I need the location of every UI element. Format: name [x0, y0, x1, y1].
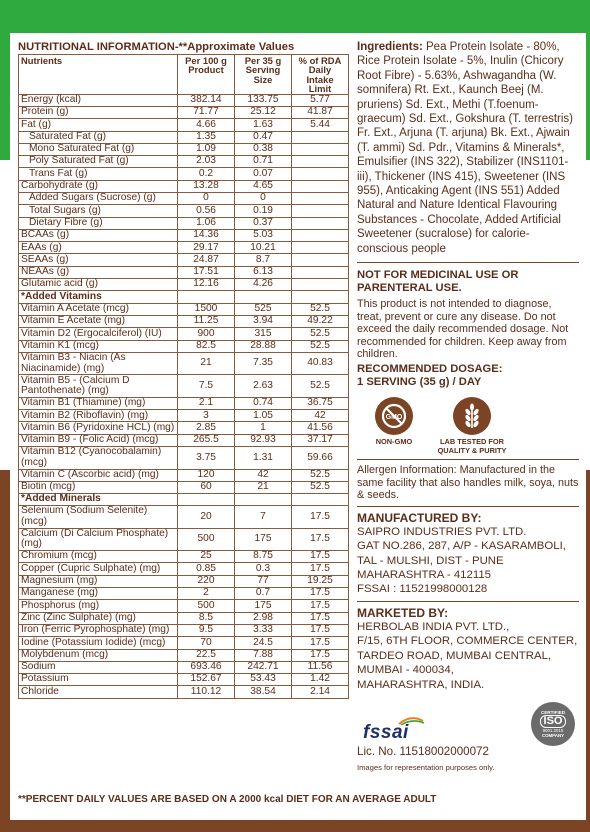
value-rda: 17.5 — [292, 563, 349, 575]
divider — [357, 601, 579, 602]
value-rda: 17.5 — [292, 637, 349, 649]
table-row — [19, 303, 349, 315]
address-line: TAL - MULSHI, DIST - PUNE — [357, 554, 504, 567]
table-row — [19, 528, 349, 551]
iso-certified-logo — [531, 702, 575, 746]
value-per-serving: 242.71 — [235, 661, 292, 673]
table-row — [19, 229, 349, 241]
fssai-swoosh-icon — [397, 717, 425, 725]
nutrient-name: Vitamin B6 (Pyridoxine HCL) (mg) — [19, 422, 178, 434]
value-rda — [292, 229, 349, 241]
value-per-100g: 8.5 — [178, 612, 235, 624]
value-per-100g: 693.46 — [178, 661, 235, 673]
table-row — [19, 131, 349, 143]
value-per-100g: 265.5 — [178, 434, 235, 446]
value-per-100g: 0.2 — [178, 168, 235, 180]
value-rda: 59.66 — [292, 447, 349, 470]
nutrient-name: Magnesium (mg) — [19, 575, 178, 587]
value-per-100g: 24.87 — [178, 254, 235, 266]
value-per-serving: 5.03 — [235, 229, 292, 241]
nutrient-name: Chromium (mcg) — [19, 551, 178, 563]
value-per-serving: 0.7 — [235, 588, 292, 600]
table-row — [19, 180, 349, 192]
address-line: SAIPRO INDUSTRIES PVT. LTD. — [357, 525, 527, 538]
value-per-serving: 0.37 — [235, 217, 292, 229]
divider — [357, 506, 579, 507]
table-row — [19, 217, 349, 229]
daily-values-footnote: **PERCENT DAILY VALUES ARE BASED ON A 2000 kcal DIET FOR AN AVERAGE ADULT — [18, 794, 437, 805]
value-rda — [292, 217, 349, 229]
divider — [357, 262, 579, 263]
value-rda — [292, 266, 349, 278]
value-rda — [292, 242, 349, 254]
value-per-100g: 1.06 — [178, 217, 235, 229]
address-line: FSSAI : 11521998000128 — [357, 583, 488, 596]
nutrient-name: Poly Saturated Fat (g) — [19, 156, 178, 168]
value-per-serving: 2.98 — [235, 612, 292, 624]
value-per-100g: 382.14 — [178, 94, 235, 106]
manufacturer-title: MANUFACTURED BY: — [357, 510, 482, 525]
fssai-logo — [363, 722, 409, 744]
nutrient-name: NEAAs (g) — [19, 266, 178, 278]
table-row — [19, 661, 349, 673]
address-line: MAHARASHTRA - 412115 — [357, 569, 491, 582]
value-rda: 41.87 — [292, 106, 349, 118]
header-rda: % of RDA Daily Intake Limit — [292, 55, 349, 95]
table-row — [19, 328, 349, 340]
value-per-100g: 13.28 — [178, 180, 235, 192]
value-per-100g — [178, 291, 235, 303]
value-per-serving: 77 — [235, 575, 292, 587]
table-row — [19, 94, 349, 106]
table-row — [19, 193, 349, 205]
nutrient-name: Glutamic acid (g) — [19, 279, 178, 291]
nutrient-name: Carbohydrate (g) — [19, 180, 178, 192]
table-row — [19, 649, 349, 661]
value-per-100g: 0.85 — [178, 563, 235, 575]
table-row — [19, 143, 349, 155]
value-rda — [292, 168, 349, 180]
value-per-100g — [178, 494, 235, 506]
value-per-100g: 2.03 — [178, 156, 235, 168]
representation-note: Images for representation purposes only. — [357, 762, 495, 772]
value-rda: 52.5 — [292, 375, 349, 398]
info-column — [357, 40, 579, 772]
license-number: Lic. No. 11518002000072 — [357, 744, 489, 758]
table-row — [19, 469, 349, 481]
value-per-100g: 21 — [178, 352, 235, 375]
value-per-serving: 3.33 — [235, 624, 292, 636]
certification-logos — [357, 702, 579, 744]
nutrition-section — [18, 40, 348, 699]
value-per-serving: 53.43 — [235, 674, 292, 686]
table-row — [19, 481, 349, 493]
value-rda: 52.5 — [292, 340, 349, 352]
value-per-serving: 10.21 — [235, 242, 292, 254]
non-gmo-icon — [375, 397, 413, 435]
nutrient-name: Potassium — [19, 674, 178, 686]
value-per-serving: 0.71 — [235, 156, 292, 168]
value-rda: 52.5 — [292, 303, 349, 315]
value-per-serving: 0.74 — [235, 397, 292, 409]
nutrient-name: Dietary Fibre (g) — [19, 217, 178, 229]
value-per-100g: 70 — [178, 637, 235, 649]
value-per-serving: 7 — [235, 506, 292, 528]
value-per-serving: 28.88 — [235, 340, 292, 352]
nutrient-name: Vitamin K1 (mcg) — [19, 340, 178, 352]
table-row — [19, 315, 349, 327]
dosage-value: 1 SERVING (35 g) / DAY — [357, 376, 482, 389]
address-line: MUMBAI - 400034, — [357, 664, 454, 677]
value-per-serving: 1.05 — [235, 410, 292, 422]
value-per-serving: 133.75 — [235, 94, 292, 106]
value-per-serving: 8.75 — [235, 551, 292, 563]
nutrient-name: Phosphorus (mg) — [19, 600, 178, 612]
table-row — [19, 266, 349, 278]
value-per-100g: 110.12 — [178, 686, 235, 698]
value-per-serving: 175 — [235, 528, 292, 551]
value-per-100g: 1.09 — [178, 143, 235, 155]
value-per-100g: 7.5 — [178, 375, 235, 398]
value-per-100g: 0.56 — [178, 205, 235, 217]
disclaimer-text: This product is not intended to diagnose, treat, prevent or cure any disease. Do not exceed the daily recommended dosage. Not recommended for children. Keep away from children. — [357, 298, 569, 361]
table-row — [19, 447, 349, 470]
value-per-serving: 0 — [235, 193, 292, 205]
marketer-address — [357, 620, 579, 692]
address-line: HERBOLAB INDIA PVT. LTD., — [357, 620, 510, 633]
nutrient-name: *Added Minerals — [19, 494, 178, 506]
nutrient-name: Selenium (Sodium Selenite) (mcg) — [19, 506, 178, 528]
nutrient-name: SEAAs (g) — [19, 254, 178, 266]
nutrient-name: Added Sugars (Sucrose) (g) — [19, 193, 178, 205]
value-per-serving: 4.26 — [235, 279, 292, 291]
nutrient-name: Fat (g) — [19, 119, 178, 131]
iso-top-text: CERTIFIED — [540, 709, 566, 715]
gmo-icon-text: GMO — [385, 414, 403, 422]
nutrient-name: Manganese (mg) — [19, 588, 178, 600]
nutrient-name: Sodium — [19, 661, 178, 673]
value-per-serving: 25.12 — [235, 106, 292, 118]
value-rda: 2.14 — [292, 686, 349, 698]
nutrient-name: Vitamin D2 (Ergocalciferol) (IU) — [19, 328, 178, 340]
value-per-100g: 3.75 — [178, 447, 235, 470]
table-row — [19, 588, 349, 600]
nutrient-name: Vitamin B3 - Niacin (As Niacinamide) (mg) — [19, 352, 178, 375]
marketer-title: MARKETED BY: — [357, 605, 449, 620]
table-row — [19, 106, 349, 118]
value-per-100g: 60 — [178, 481, 235, 493]
header-per-100g: Per 100 g Product — [178, 55, 235, 95]
nutrient-name: Vitamin A Acetate (mcg) — [19, 303, 178, 315]
wheat-icon — [453, 397, 491, 435]
table-row — [19, 397, 349, 409]
value-per-100g: 12.16 — [178, 279, 235, 291]
table-row — [19, 434, 349, 446]
table-row — [19, 242, 349, 254]
value-rda: 17.5 — [292, 612, 349, 624]
value-per-serving — [235, 291, 292, 303]
value-per-100g: 4.66 — [178, 119, 235, 131]
value-rda: 17.5 — [292, 600, 349, 612]
value-per-serving: 1.63 — [235, 119, 292, 131]
ingredients-text: Pea Protein Isolate - 80%, Rice Protein Isolate - 5%, Inulin (Chicory Root Fibre) - 5.63%, Ashwagandha (W. somnifera) Rt. Ext., Kaunch Beej (M. pruriens) Sd. Ext., Methi (T.foenum-graecum) Sd. Ext., Gokshura (T. terrestris) Fr. Ext., Arjuna (T. arjuna) Bk. Ext., Ajwain (T. ammi) Sd. Pdr., Vitamins & Minerals*, Emulsifier (INS 322), Stabilizer (INS1101-iii), Thickener (INS 415), Sweetener (INS 955), Anticaking Agent (INS 551) Added Natural and Nature Identical Flavouring Substances - Chocolate, Added Artificial Sweetener (sucralose) for calorie-conscious people — [357, 41, 574, 255]
nutrient-name: Copper (Cupric Sulphate) (mg) — [19, 563, 178, 575]
value-rda: 5.77 — [292, 94, 349, 106]
value-per-100g: 25 — [178, 551, 235, 563]
value-per-serving: 2.63 — [235, 375, 292, 398]
value-per-100g: 3 — [178, 410, 235, 422]
value-per-serving: 0.07 — [235, 168, 292, 180]
iso-number-text: 9001:2015 — [542, 727, 564, 733]
badges — [375, 397, 579, 455]
value-rda: 17.5 — [292, 588, 349, 600]
lab-tested-badge — [433, 397, 511, 455]
value-rda — [292, 180, 349, 192]
divider — [357, 459, 579, 460]
nutrient-name: Vitamin B5 - (Calcium D Pantothenate) (mg) — [19, 375, 178, 398]
table-row — [19, 156, 349, 168]
value-per-100g: 71.77 — [178, 106, 235, 118]
table-row — [19, 600, 349, 612]
value-per-serving: 42 — [235, 469, 292, 481]
nutrient-name: Total Sugars (g) — [19, 205, 178, 217]
value-rda: 19.25 — [292, 575, 349, 587]
value-per-100g: 220 — [178, 575, 235, 587]
nutrient-name: Energy (kcal) — [19, 94, 178, 106]
nutrient-name: Chloride — [19, 686, 178, 698]
value-per-serving: 1.31 — [235, 447, 292, 470]
value-per-serving: 175 — [235, 600, 292, 612]
non-gmo-badge — [375, 397, 413, 455]
table-row — [19, 422, 349, 434]
value-rda: 42 — [292, 410, 349, 422]
value-per-serving: 3.94 — [235, 315, 292, 327]
lab-tested-label: LAB TESTED FOR QUALITY & PURITY — [437, 437, 507, 455]
value-per-serving — [235, 494, 292, 506]
value-per-serving: 7.35 — [235, 352, 292, 375]
value-rda: 17.5 — [292, 551, 349, 563]
value-rda: 37.17 — [292, 434, 349, 446]
value-rda: 36.75 — [292, 397, 349, 409]
value-per-serving: 525 — [235, 303, 292, 315]
nutrient-name: Protein (g) — [19, 106, 178, 118]
nutrient-name: Iodine (Potassium Iodide) (mcg) — [19, 637, 178, 649]
value-rda — [292, 494, 349, 506]
value-rda: 40.83 — [292, 352, 349, 375]
value-per-serving: 0.47 — [235, 131, 292, 143]
value-rda — [292, 279, 349, 291]
value-per-100g: 11.25 — [178, 315, 235, 327]
value-rda — [292, 143, 349, 155]
table-row — [19, 563, 349, 575]
nutrition-title: NUTRITIONAL INFORMATION-**Approximate Values — [18, 41, 295, 53]
value-per-100g: 29.17 — [178, 242, 235, 254]
nutrient-name: BCAAs (g) — [19, 229, 178, 241]
value-rda: 52.5 — [292, 481, 349, 493]
table-row — [19, 205, 349, 217]
value-per-serving: 0.38 — [235, 143, 292, 155]
nutrient-name: Vitamin C (Ascorbic acid) (mg) — [19, 469, 178, 481]
nutrition-table — [18, 54, 349, 699]
value-per-serving: 0.3 — [235, 563, 292, 575]
value-rda — [292, 254, 349, 266]
value-per-100g: 20 — [178, 506, 235, 528]
table-row — [19, 624, 349, 636]
value-per-100g: 82.5 — [178, 340, 235, 352]
nutrient-name: Vitamin B9 - (Folic Acid) (mcg) — [19, 434, 178, 446]
nutrition-table-body — [19, 94, 349, 698]
address-line: F/15, 6TH FLOOR, COMMERCE CENTER, — [357, 635, 578, 648]
value-rda: 52.5 — [292, 469, 349, 481]
table-row — [19, 551, 349, 563]
allergen-info: Allergen Information: Manufactured in the same facility that also handles milk, soya, nuts & seeds. — [357, 464, 579, 502]
value-per-100g: 120 — [178, 469, 235, 481]
value-rda: 11.56 — [292, 661, 349, 673]
address-line: MAHARASHTRA, INDIA. — [357, 678, 485, 691]
table-row — [19, 575, 349, 587]
table-row — [19, 119, 349, 131]
value-per-100g: 2 — [178, 588, 235, 600]
nutrient-name: Molybdenum (mcg) — [19, 649, 178, 661]
value-per-100g: 1500 — [178, 303, 235, 315]
value-rda: 49.22 — [292, 315, 349, 327]
value-per-100g: 0 — [178, 193, 235, 205]
nutrient-name: Vitamin E Acetate (mg) — [19, 315, 178, 327]
value-rda — [292, 156, 349, 168]
value-per-100g: 900 — [178, 328, 235, 340]
value-per-100g: 2.85 — [178, 422, 235, 434]
nutrient-name: Mono Saturated Fat (g) — [19, 143, 178, 155]
ingredients-block — [357, 40, 579, 256]
value-per-100g: 500 — [178, 600, 235, 612]
table-header-row — [19, 55, 349, 95]
value-per-serving: 4.65 — [235, 180, 292, 192]
value-per-100g: 500 — [178, 528, 235, 551]
value-rda: 1.42 — [292, 674, 349, 686]
manufacturer-address — [357, 525, 579, 597]
table-row — [19, 279, 349, 291]
dosage-title: RECOMMENDED DOSAGE: — [357, 363, 503, 376]
value-per-100g: 152.67 — [178, 674, 235, 686]
value-per-100g: 2.1 — [178, 397, 235, 409]
table-row — [19, 352, 349, 375]
nutrient-name: Calcium (Di Calcium Phosphate) (mg) — [19, 528, 178, 551]
table-row — [19, 637, 349, 649]
value-per-serving: 24.5 — [235, 637, 292, 649]
table-row — [19, 686, 349, 698]
nutrient-name: Saturated Fat (g) — [19, 131, 178, 143]
value-rda: 5.44 — [292, 119, 349, 131]
value-per-serving: 21 — [235, 481, 292, 493]
value-rda — [292, 131, 349, 143]
value-per-100g: 1.35 — [178, 131, 235, 143]
table-row — [19, 375, 349, 398]
value-per-100g: 9.5 — [178, 624, 235, 636]
nutrient-name: Iron (Ferric Pyrophosphate) (mg) — [19, 624, 178, 636]
non-gmo-label: NON-GMO — [375, 437, 413, 447]
value-rda: 41.56 — [292, 422, 349, 434]
not-medicinal-notice: NOT FOR MEDICINAL USE OR PARENTERAL USE. — [357, 269, 519, 295]
nutrient-name: EAAs (g) — [19, 242, 178, 254]
value-rda: 17.5 — [292, 528, 349, 551]
nutrient-name: Vitamin B12 (Cyanocobalamin) (mcg) — [19, 447, 178, 470]
nutrient-name: Biotin (mcg) — [19, 481, 178, 493]
iso-bottom-text: COMPANY — [541, 732, 565, 738]
value-per-serving: 8.7 — [235, 254, 292, 266]
header-per-serving: Per 35 g Serving Size — [235, 55, 292, 95]
table-row — [19, 674, 349, 686]
value-rda — [292, 193, 349, 205]
value-rda: 17.5 — [292, 649, 349, 661]
address-line: TARDEO ROAD, MUMBAI CENTRAL, — [357, 649, 552, 662]
value-per-serving: 92.93 — [235, 434, 292, 446]
table-row — [19, 340, 349, 352]
value-rda: 17.5 — [292, 624, 349, 636]
nutrient-name: Vitamin B1 (Thiamine) (mg) — [19, 397, 178, 409]
nutrient-name: Zinc (Zinc Sulphate) (mg) — [19, 612, 178, 624]
value-per-serving: 0.19 — [235, 205, 292, 217]
nutrient-name: Trans Fat (g) — [19, 168, 178, 180]
value-per-100g: 22.5 — [178, 649, 235, 661]
value-rda — [292, 205, 349, 217]
address-line: GAT NO.286, 287, A/P - KASARAMBOLI, — [357, 540, 566, 553]
table-row — [19, 410, 349, 422]
fssai-wordmark: fssai — [363, 721, 409, 743]
table-row — [19, 612, 349, 624]
nutrient-name: Vitamin B2 (Riboflavin) (mg) — [19, 410, 178, 422]
header-nutrients: Nutrients — [19, 55, 178, 95]
table-row — [19, 291, 349, 303]
table-row — [19, 506, 349, 528]
value-per-100g: 17.51 — [178, 266, 235, 278]
value-per-serving: 6.13 — [235, 266, 292, 278]
value-per-serving: 315 — [235, 328, 292, 340]
table-row — [19, 168, 349, 180]
value-rda — [292, 291, 349, 303]
ingredients-label: Ingredients: — [357, 41, 423, 53]
value-per-serving: 7.88 — [235, 649, 292, 661]
value-per-serving: 1 — [235, 422, 292, 434]
value-per-serving: 38.54 — [235, 686, 292, 698]
iso-main-text: ISO — [540, 715, 567, 728]
value-per-100g: 14.36 — [178, 229, 235, 241]
table-row — [19, 494, 349, 506]
nutrient-name: *Added Vitamins — [19, 291, 178, 303]
value-rda: 17.5 — [292, 506, 349, 528]
table-row — [19, 254, 349, 266]
value-rda: 52.5 — [292, 328, 349, 340]
